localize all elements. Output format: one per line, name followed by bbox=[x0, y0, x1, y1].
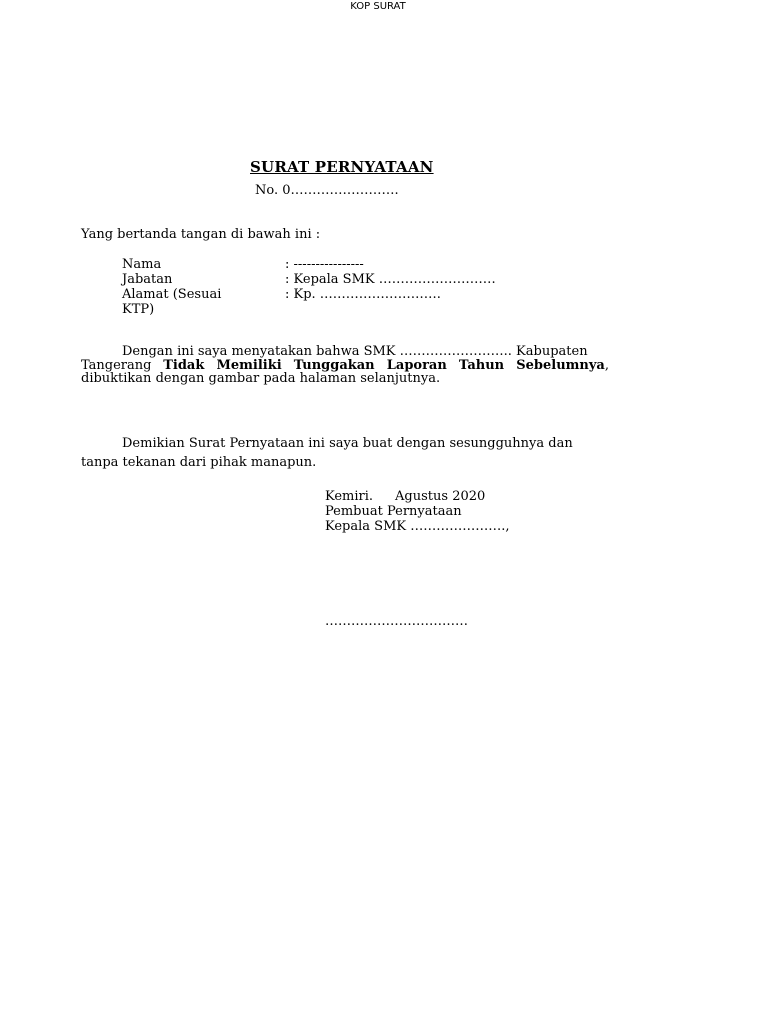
closing-line-1: Demikian Surat Pernyataan ini saya buat dengan sesungguhnya dan bbox=[122, 436, 573, 451]
statement-emphasis: Tidak Memiliki Tunggakan Laporan Tahun Sebelumnya bbox=[163, 357, 605, 373]
statement-line-3: dibuktikan dengan gambar pada halaman selanjutnya. bbox=[81, 371, 441, 386]
field-value-nama: : ---------------- bbox=[285, 257, 364, 272]
signature-name: …………………………… bbox=[325, 614, 468, 629]
intro-text: Yang bertanda tangan di bawah ini : bbox=[81, 227, 321, 242]
statement-paragraph bbox=[81, 345, 609, 386]
field-value-jabatan: : Kepala SMK ……………………… bbox=[285, 272, 496, 287]
signature-place: Kemiri. bbox=[325, 489, 374, 504]
statement-line-1: Dengan ini saya menyatakan bahwa SMK …………………….. Kabupaten bbox=[122, 344, 588, 359]
field-label-alamat: Alamat (Sesuai bbox=[122, 287, 222, 302]
letter-number: No. 0……………………. bbox=[255, 183, 399, 198]
signature-role: Pembuat Pernyataan bbox=[325, 504, 462, 519]
signature-place-date bbox=[325, 489, 485, 504]
field-label-nama: Nama bbox=[122, 257, 162, 272]
signature-date: Agustus 2020 bbox=[395, 489, 486, 504]
closing-paragraph bbox=[81, 434, 611, 472]
letter-title: SURAT PERNYATAAN bbox=[250, 158, 434, 176]
signature-position: Kepala SMK …………………., bbox=[325, 519, 510, 534]
field-label-jabatan: Jabatan bbox=[122, 272, 173, 287]
field-value-alamat: : Kp. ………………………. bbox=[285, 287, 441, 302]
statement-line-2: Tangerang Tidak Memiliki Tunggakan Laporan Tahun Sebelumnya, bbox=[81, 357, 609, 373]
letterhead-placeholder: KOP SURAT bbox=[350, 1, 406, 12]
field-label-alamat-cont: KTP) bbox=[122, 302, 155, 317]
closing-line-2: tanpa tekanan dari pihak manapun. bbox=[81, 455, 317, 470]
